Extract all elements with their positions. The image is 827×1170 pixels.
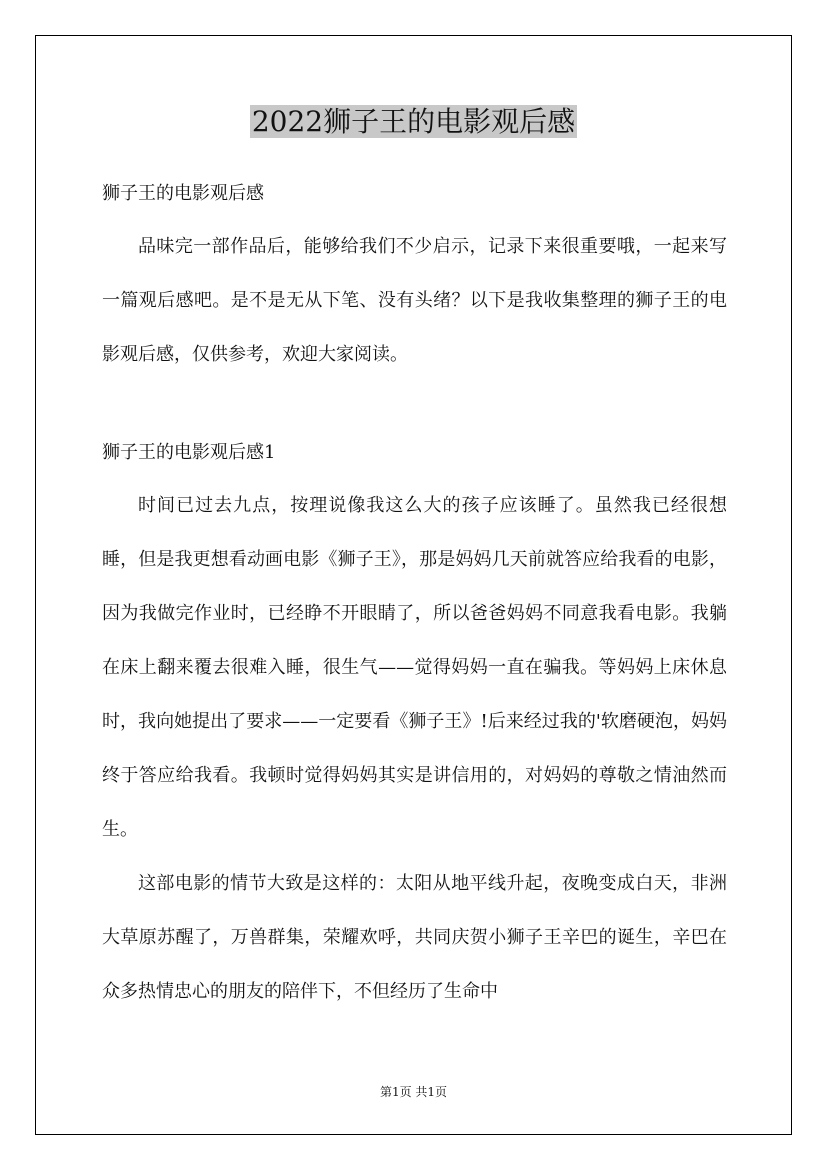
section1-heading: 狮子王的电影观后感1 [102,442,276,463]
document-title-text: 2022狮子王的电影观后感 [251,105,576,138]
document-title [0,102,827,142]
page-footer: 第1页 共1页 [379,1085,448,1099]
document-body [102,175,727,1019]
intro-paragraph: 品味完一部作品后，能够给我们不少启示，记录下来很重要哦，一起来写一篇观后感吧。是不是无从下笔、没有头绪？以下是我收集整理的狮子王的电影观后感，仅供参考，欢迎大家阅读。 [102,236,727,365]
section-spacer [102,382,727,434]
section1-paragraph-2: 这部电影的情节大致是这样的：太阳从地平线升起，夜晚变成白天，非洲大草原苏醒了，万兽群集，荣耀欢呼，共同庆贺小狮子王辛巴的诞生，辛巴在众多热情忠心的朋友的陪伴下，不但经历了生命中 [102,873,727,1002]
intro-heading: 狮子王的电影观后感 [102,183,264,204]
section1-paragraph-1: 时间已过去九点，按理说像我这么大的孩子应该睡了。虽然我已经很想睡，但是我更想看动画电影《狮子王》，那是妈妈几天前就答应给我看的电影，因为我做完作业时，已经睁不开眼睛了，所以爸爸妈妈不同意我看电影。我躺在床上翻来覆去很难入睡，很生气——觉得妈妈一直在骗我。等妈妈上床休息时，我向她提出了要求——一定要看《狮子王》!后来经过我的'软磨硬泡，妈妈终于答应给我看。我顿时觉得妈妈其实是讲信用的，对妈妈的尊敬之情油然而生。 [102,495,727,840]
